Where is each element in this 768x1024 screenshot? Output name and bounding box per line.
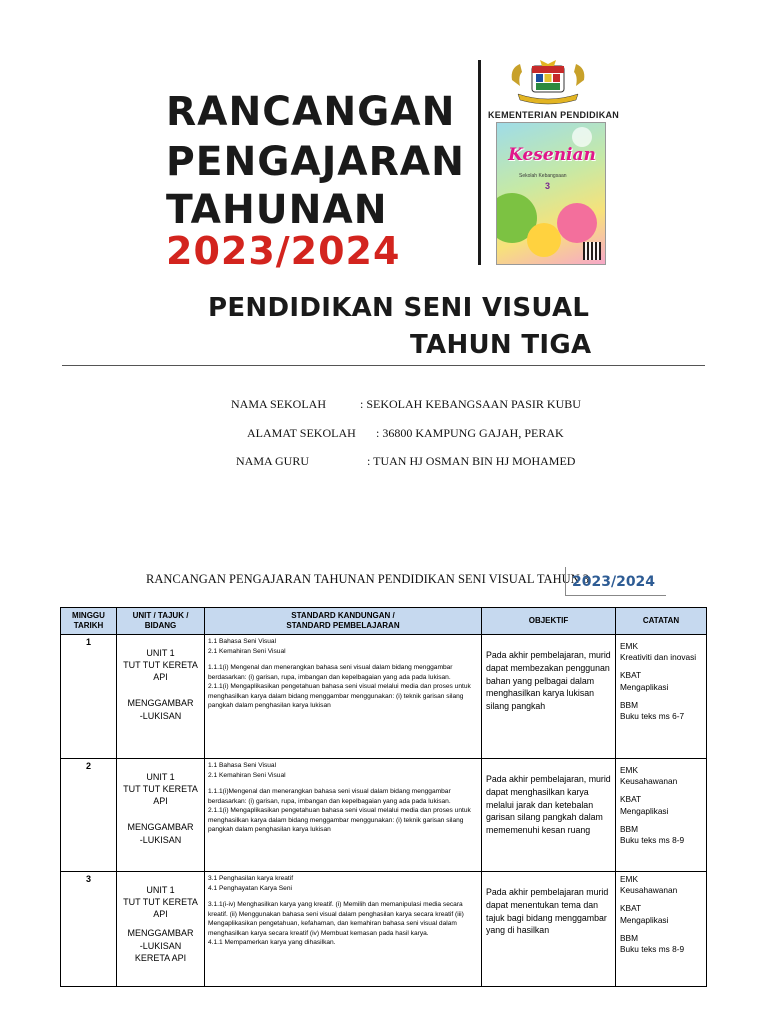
section-year: 2023/2024 [572, 574, 656, 590]
unit-cell: UNIT 1 TUT TUT KERETA API MENGGAMBAR -LUKISAN [117, 759, 205, 872]
unit-cell: UNIT 1 TUT TUT KERETA API MENGGAMBAR -LUKISAN [117, 635, 205, 759]
cover-divider [478, 60, 481, 265]
header-unit: UNIT / TAJUK / BIDANG [117, 608, 205, 635]
teacher-name-label: NAMA GURU [236, 454, 310, 468]
objective-cell: Pada akhir pembelajaran, murid dapat menghasilkan karya melalui jarak dan ketebalan garisan silang pangkah dalam mememenuhi kesan ruang [482, 759, 616, 872]
lesson-plan-table [60, 607, 707, 987]
cover-title-line-2: PENGAJARAN [166, 139, 465, 185]
book-subtitle: Sekolah Kebangsaan [519, 173, 567, 179]
objective-cell: Pada akhir pembelajaran murid dapat menentukan tema dan tajuk bagi bidang menggambar yang di hasilkan [482, 872, 616, 987]
cover-title-line-1: RANCANGAN [166, 89, 456, 135]
standard-cell: 3.1 Penghasilan karya kreatif 4.1 Penghayatan Karya Seni 3.1.1(i-iv) Menghasilkan karya yang kreatif. (i) Memilih dan memanipulasi media secara kreatif. (ii) Menggunakan bahasa seni visual dalam penghasilan karya secara kreatif (iii) Mengaplikasikan pengetahuan, kefahaman, dan kemahiran bahasa seni visual dalam menghasilkan karya secara kreatif (iv) Membuat kemasan pada hasil karya. 4.1.1 Mempamerkan karya yang dihasilkan. [205, 872, 482, 987]
header-notes: CATATAN [616, 608, 707, 635]
subject-title: PENDIDIKAN SENI VISUAL [208, 293, 590, 323]
cover-separator [62, 365, 705, 366]
week-cell: 1 [61, 635, 117, 759]
table-row [61, 759, 707, 872]
cover-title-line-3: TAHUNAN [166, 187, 388, 233]
header-objective: OBJEKTIF [482, 608, 616, 635]
book-title: Kesenian [508, 145, 596, 165]
book-grade: 3 [545, 181, 551, 191]
school-name-value: : SEKOLAH KEBANGSAAN PASIR KUBU [360, 397, 581, 411]
section-title: RANCANGAN PENGAJARAN TAHUNAN PENDIDIKAN SENI VISUAL TAHUN 3 [146, 572, 590, 586]
table-header-row [61, 608, 707, 635]
week-cell: 3 [61, 872, 117, 987]
school-address-label: ALAMAT SEKOLAH [247, 426, 356, 440]
week-cell: 2 [61, 759, 117, 872]
header-standard: STANDARD KANDUNGAN / STANDARD PEMBELAJARAN [205, 608, 482, 635]
table-row [61, 635, 707, 759]
objective-cell: Pada akhir pembelajaran, murid dapat membezakan penggunan bahan yang pelbagai dalam menghasilkan karya lukisan silang pangkah [482, 635, 616, 759]
header-week: MINGGU TARIKH [61, 608, 117, 635]
standard-cell: 1.1 Bahasa Seni Visual 2.1 Kemahiran Seni Visual 1.1.1(i) Mengenal dan menerangkan bahasa seni visual dalam bidang menggambar berdasarkan: (i) garisan, rupa, imbangan dan kepelbagaian yang ada pada lukisan. 2.1.1(i) Mengaplikasikan pengetahuan bahasa seni visual melalui media dan proses untuk menghasilkan karya dalam bidang menggambar menggunakan: (i) teknik garisan silang pangkah dalam penghasilan karya lukisan [205, 635, 482, 759]
standard-cell: 1.1 Bahasa Seni Visual 2.1 Kemahiran Seni Visual 1.1.1(i)Mengenal dan menerangkan bahasa seni visual dalam bidang menggambar berdasarkan: (i) garisan, rupa, imbangan dan kepelbagaian yang ada pada lukisan. 2.1.1(i) Mengaplikasikan pengetahuan bahasa seni visual melalui media dan proses untuk menghasilkan karya dalam bidang menggambar menggunakan: (i) teknik garisan silang pangkah dalam penghasilan karya lukisan [205, 759, 482, 872]
school-name-label: NAMA SEKOLAH [231, 397, 327, 411]
notes-cell: EMK Kreativiti dan inovasi KBAT Mengaplikasi BBM Buku teks ms 6-7 [616, 635, 707, 759]
subject-grade: TAHUN TIGA [410, 330, 592, 360]
qr-code-icon [583, 242, 601, 260]
ministry-label: KEMENTERIAN PENDIDIKAN [488, 110, 620, 120]
notes-cell: EMK Keusahawanan KBAT Mengaplikasi BBM Buku teks ms 8-9 [616, 759, 707, 872]
cover-year: 2023/2024 [166, 229, 401, 273]
school-address-value: : 36800 KAMPUNG GAJAH, PERAK [376, 426, 564, 440]
textbook-cover-image [496, 122, 606, 265]
teacher-name-value: : TUAN HJ OSMAN BIN HJ MOHAMED [367, 454, 576, 468]
coat-of-arms-icon [506, 58, 590, 106]
unit-cell: UNIT 1 TUT TUT KERETA API MENGGAMBAR -LUKISAN KERETA API [117, 872, 205, 987]
table-row [61, 872, 707, 987]
notes-cell: EMK Keusahawanan KBAT Mengaplikasi BBM Buku teks ms 8-9 [616, 872, 707, 987]
